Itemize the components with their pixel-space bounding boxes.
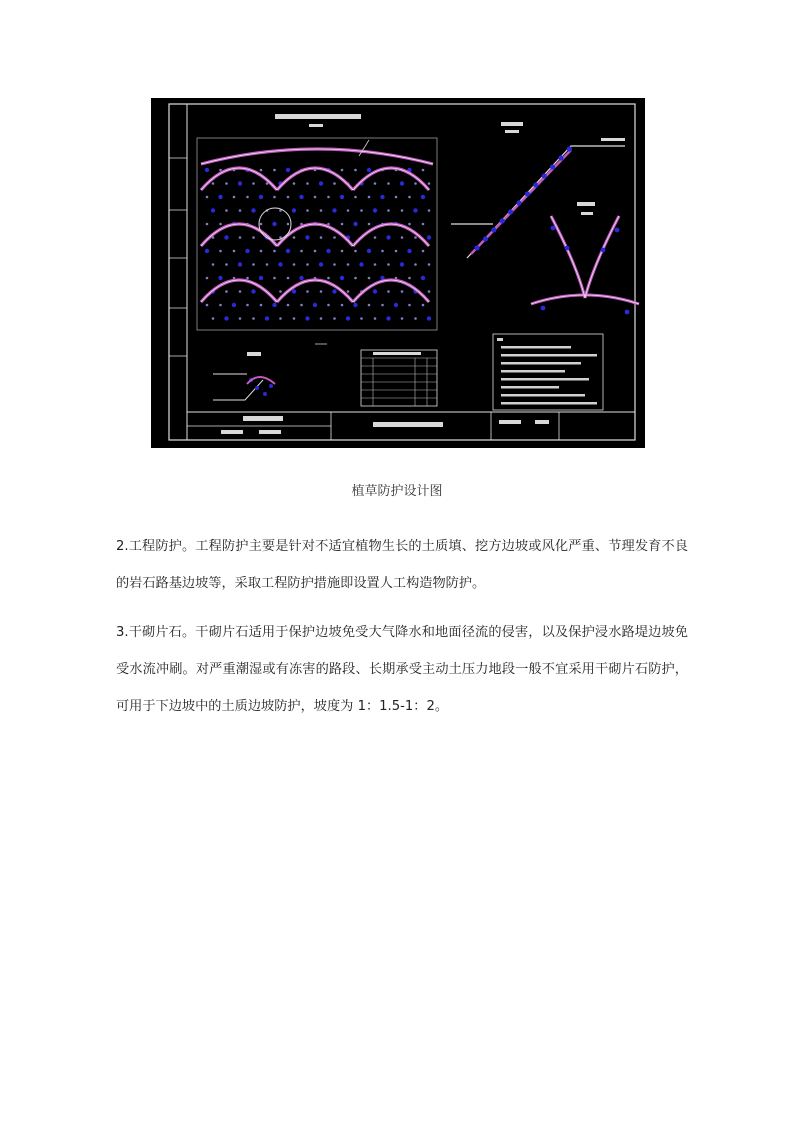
figure-caption: 植草防护设计图 <box>351 484 443 499</box>
paragraph-dry-masonry: 3.干砌片石。干砌片石适用于保护边坡免受大气降水和地面径流的侵害，以及保护浸水路堤边坡免受水流冲刷。对严重潮湿或有冻害的路段、长期承受主动土压力地段一般不宜采用干砌片石防护，可用于下边坡中的土质边坡防护，坡度为 1：1.5-1：2。 <box>116 625 688 714</box>
cad-drawing <box>151 98 645 448</box>
paragraph-engineering-protection: 2.工程防护。工程防护主要是针对不适宜植物生长的土质填、挖方边坡或风化严重、节理发育不良的岩石路基边坡等，采取工程防护措施即设置人工构造物防护。 <box>116 539 688 591</box>
design-drawing-image <box>151 98 645 448</box>
